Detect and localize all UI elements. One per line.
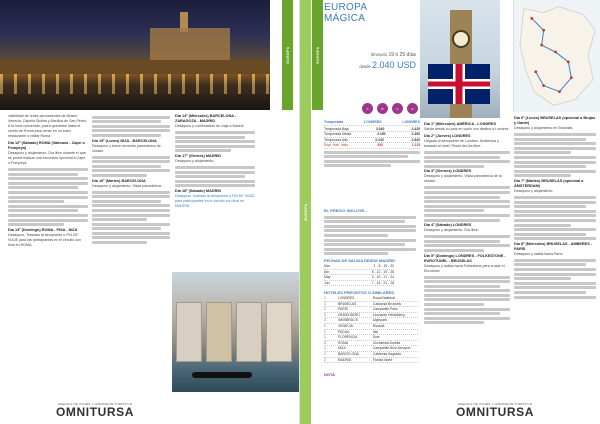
- day-title: Día 14º (Miércoles) BARCELONA - ZARAGOZA - MADRID: [175, 114, 237, 123]
- hotel-row: 1 HEIDELBERG Leonardo Heidelberg: [324, 313, 418, 319]
- tour-price: 2.040 USD: [371, 60, 416, 70]
- day-body: Llegada al aeropuerto de Londres. Asistencia y traslado al hotel. Resto del día libre.: [424, 139, 499, 148]
- europa-side-tab-right: EUROPA: [300, 0, 311, 424]
- brand-name: OMNITURSA: [55, 405, 135, 419]
- includes-list: [324, 214, 416, 257]
- hotel-row: 2 INNSBRUCK Alpinpark: [324, 318, 418, 324]
- day-body: Desayuno y alojamiento. Visita panorámica de la ciudad.: [424, 174, 502, 184]
- day-body: Desayuno y salida hacia Folkestone para cruzar el Eurotúnel.: [424, 263, 505, 273]
- left-column-1: [8, 114, 88, 250]
- dates-title: FECHAS DE SALIDA DESDE MADRID: [324, 258, 395, 263]
- brand-name: OMNITURSA: [455, 405, 535, 419]
- note-label: NOTA: [324, 372, 336, 377]
- day-title: Día 2º (Jueves) LONDRES: [424, 134, 471, 138]
- left-column-2: [92, 114, 170, 246]
- date-row: Abr 5 - 12 - 19 - 26: [324, 269, 394, 274]
- date-row: Jun 7 - 14 - 21 - 28: [324, 280, 394, 285]
- right-page: [300, 0, 600, 424]
- day-title: Día 7º (Martes) BRUSELAS (opcional a ÁMSTERDAM): [514, 178, 584, 188]
- left-column-3: [175, 114, 255, 211]
- itinerary-days: 19 ó 25 días: [388, 52, 416, 58]
- europa-side-tab-inner: EUROPA: [312, 0, 323, 110]
- venice-canal-photo: [172, 272, 300, 392]
- price-row: Temporada Media 2.150 2.490: [324, 132, 420, 137]
- omnitursa-logo-right: AGENCIA DE VIAJES Y OPERADOR TURÍSTICO OMNITURSA: [440, 402, 550, 418]
- date-row: May 3 - 10 - 17 - 24: [324, 275, 394, 280]
- hotel-row: 1 VENECIA Russott: [324, 324, 418, 330]
- tour-title-line1: EUROPA: [324, 2, 368, 13]
- day-title: Día 5º (Domingo) LONDRES - FOLKESTONE - EUROTÚNEL - BRUSELAS: [424, 253, 506, 263]
- hotels-title: HOTELES PREVISTOS O SIMILARES: [324, 290, 394, 295]
- tour-title-line2: MÁGICA: [324, 13, 366, 24]
- tour-title-block: [324, 2, 416, 70]
- day-body: Desayuno y alojamiento.: [514, 188, 554, 193]
- day-title: Día 8º (Miércoles) BRUSELAS - AMBERES - PARÍS: [514, 241, 593, 251]
- day-title: Día 4º (Sábado) LONDRES: [424, 223, 472, 228]
- price-table-header: Temporada LONDRES LONDRES: [324, 120, 420, 124]
- tour-icon-row: [324, 103, 418, 114]
- tour-feature-icon: A: [362, 103, 373, 114]
- route-map: [513, 0, 600, 112]
- hotel-row: 2 MADRID Florida Norte: [324, 358, 418, 364]
- day-title: Día 16º (Martes) BARCELONA: [92, 178, 146, 183]
- day-title: Día 15º (Lunes) NIZA - BARCELONA: [92, 138, 157, 143]
- price-table: [324, 120, 420, 169]
- day-title: Día 17º (Viernes) MADRID: [175, 153, 222, 158]
- intro-text: visibilidad de redes permanentes de Museo Venecia, Capella Sistina y Basílica de San Pedro. A la hora convenida, podrá quedarse hasta el centro de Roma para cenar en un buen restaurante o visitar Roma.: [8, 114, 88, 138]
- hotel-row: 1 LONDRES Royal National: [324, 296, 418, 302]
- day-body: Desayuno y breve recorrido panorámico de ciudad.: [92, 143, 161, 153]
- hotel-row: 1 PADUA Ibis: [324, 330, 418, 336]
- dates-table: [324, 264, 394, 286]
- tour-feature-icon: B: [377, 103, 388, 114]
- london-big-ben-photo: [420, 0, 500, 118]
- price-line: desde 2.040 USD: [359, 60, 416, 70]
- includes-title: EL PRECIO INCLUYE...: [324, 208, 368, 213]
- day-title: Día 12º (Sábado) ROMA (Vaticano - Capri o Pompeya): [8, 141, 85, 150]
- tour-feature-icon: C: [392, 103, 403, 114]
- day-body: Desayuno y alojamiento. Visita panorámica.: [92, 183, 162, 188]
- day-title: Día 18º (Sábado) MADRID: [175, 188, 222, 193]
- hotel-row: 1 PARÍS Campanile Paris: [324, 307, 418, 313]
- day-title: Día 6º (Lunes) BRUSELAS (opcional a Brujas y Gante): [514, 116, 596, 125]
- itinerary-column-2: [424, 122, 510, 326]
- hotel-row: 1 NIZA Campanile Nice Aeroport: [324, 346, 418, 352]
- europa-side-tab: EUROPA: [282, 0, 293, 110]
- day-body: Desayuno y alojamiento. Día libre durante el que se podrá realizar una excursión opcional a Capri o Pompeya.: [8, 151, 86, 165]
- day-body: Desayuno y alojamiento.: [175, 158, 215, 163]
- route-map-svg: [514, 0, 600, 112]
- day-body: Desayuno. traslado al aeropuerto y FIN DE VIAJE para participantes en el circuito con final en MADRID.: [175, 193, 255, 208]
- price-row: Temporada Baja 2.040 2.425: [324, 126, 420, 131]
- date-row: Mar 1 - 8 - 15 - 22: [324, 264, 394, 268]
- day-body: Desayuno y continuación de viaje a Madrid.: [175, 124, 245, 128]
- itinerary-column-3: [514, 116, 596, 300]
- price-row: Supl. Hab. Indiv. 930 1.115: [324, 143, 420, 148]
- omnitursa-logo-left: AGENCIA DE VIAJES Y OPERADOR TURÍSTICO OMNITURSA: [40, 402, 150, 418]
- prague-night-photo: [0, 0, 270, 110]
- price-row: Temporada Alta 2.240 2.620: [324, 137, 420, 142]
- day-title: Día 3º (Viernes) LONDRES: [424, 169, 472, 174]
- itinerary-line: Itinerario 19 ó 25 días: [371, 52, 416, 58]
- day-body: Desayuno y alojamiento en Bruselas.: [514, 126, 574, 130]
- day-body: Desayuno y salida hacia París.: [514, 251, 564, 256]
- day-title: Día 1º (Miércoles) AMÉRICA - LONDRES: [424, 122, 496, 126]
- hotel-row: 1 BRUSELAS Catalonia Brussels: [324, 302, 418, 308]
- hotels-table: [324, 296, 418, 363]
- hotel-row: 3 ROMA Occidental Aurelia: [324, 341, 418, 347]
- day-title: Día 13º (Domingo) ROMA - PISA - NIZA: [8, 227, 78, 232]
- day-body: Salida desde su país en vuelo con destino a Londres.: [424, 127, 510, 131]
- day-body: Desayuno y alojamiento. Día libre.: [424, 228, 479, 233]
- day-body: Desayuno. Traslado al aeropuerto o FIN DE VIAJE para las participantes en el circuito con final en ROMA.: [8, 232, 82, 247]
- hotel-row: 1 FLORENCIA Sole: [324, 335, 418, 341]
- tour-feature-icon: D: [407, 103, 418, 114]
- hotel-row: 1 BARCELONA Catalonia Sagrada: [324, 352, 418, 358]
